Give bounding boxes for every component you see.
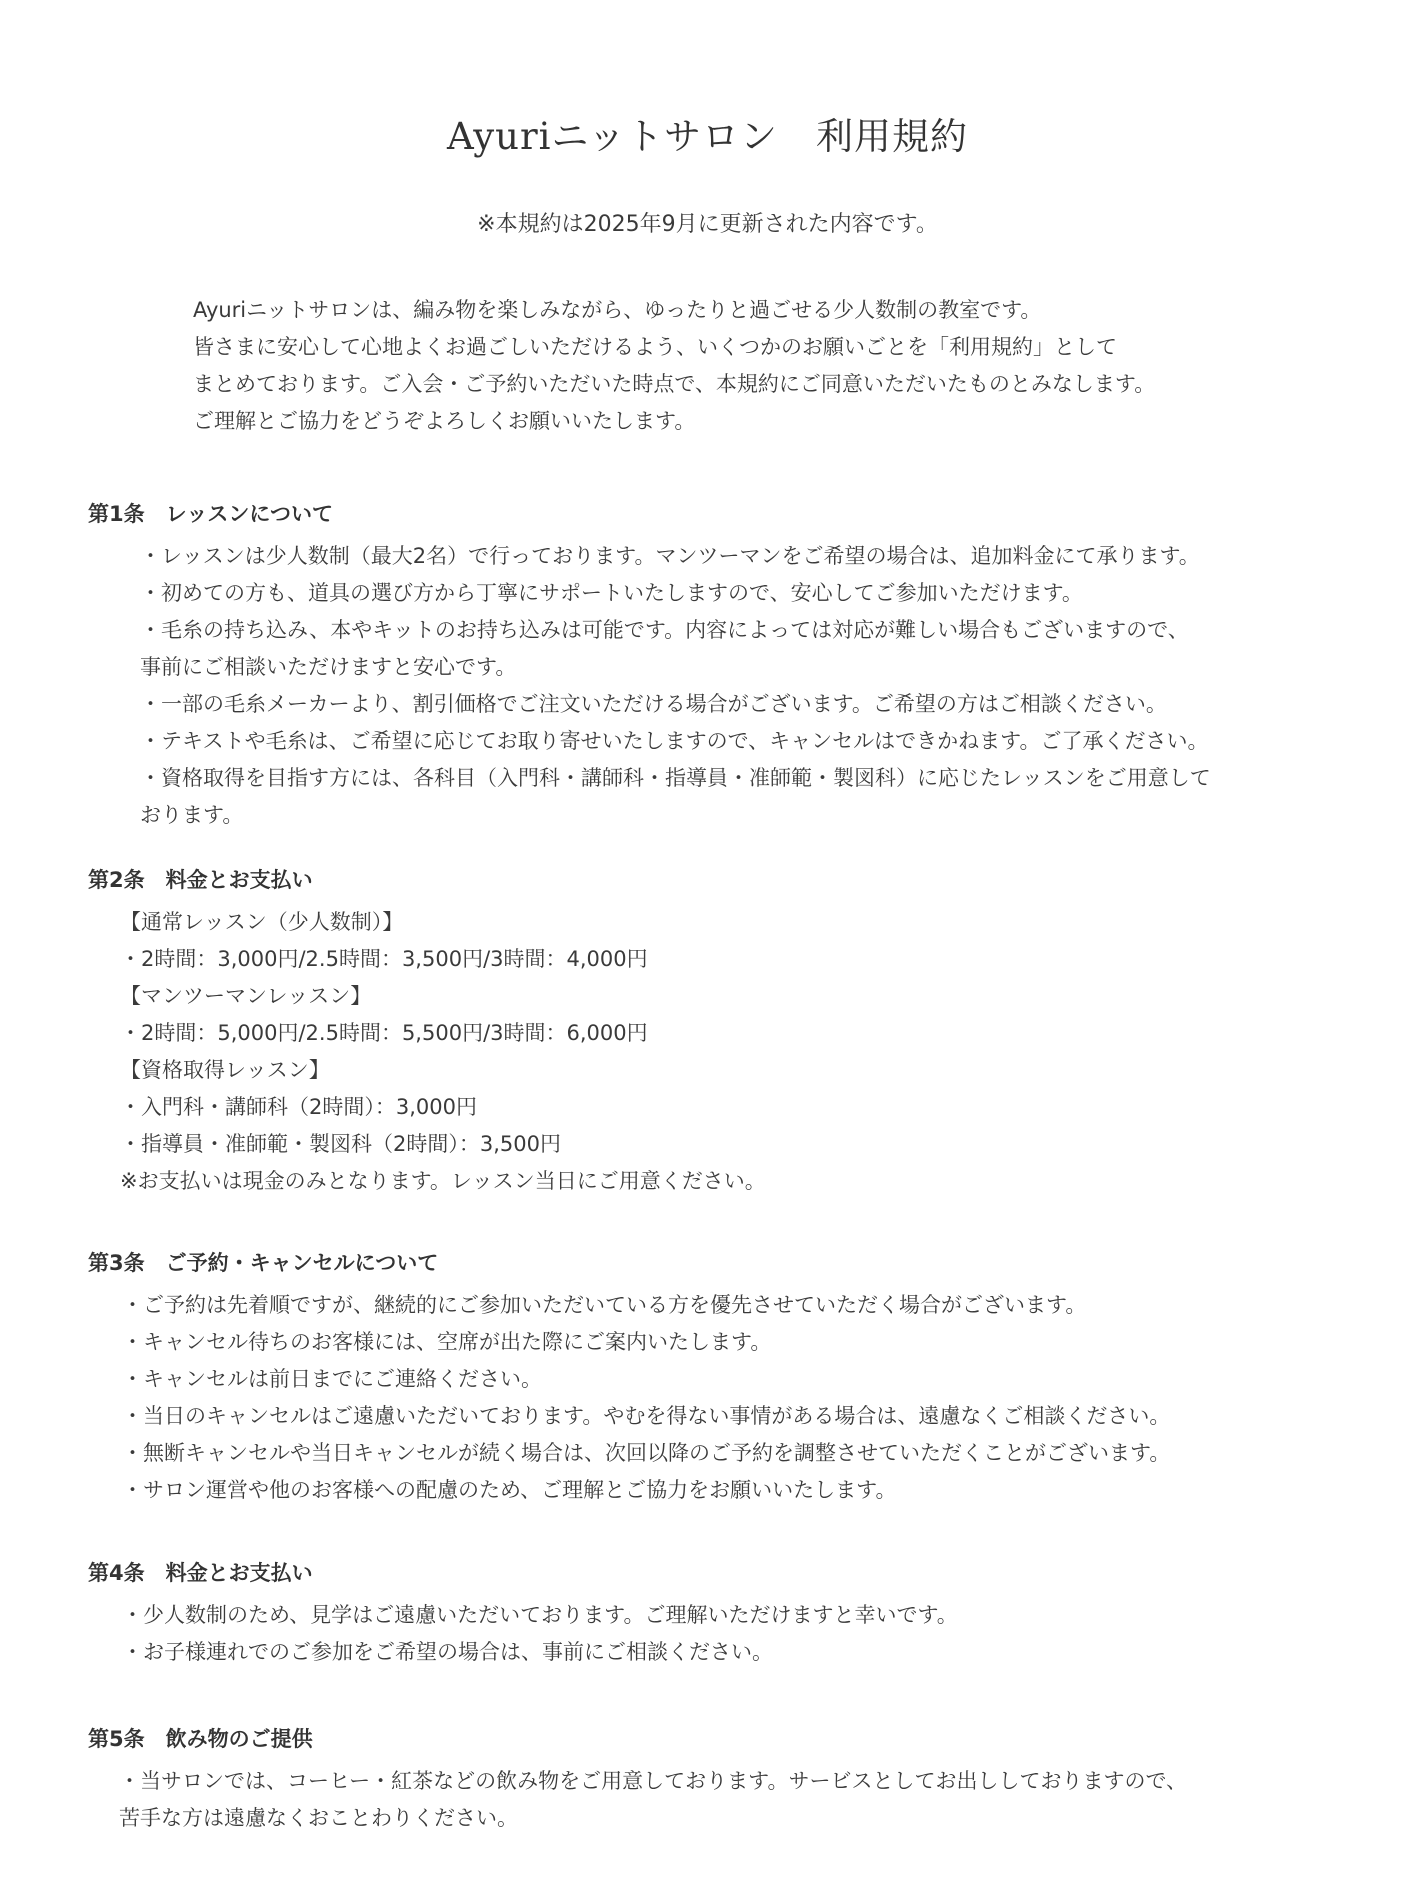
- article-line: ・当サロンでは、コーヒー・紅茶などの飲み物をご用意しております。サービスとしてお出ししておりますので、: [119, 1769, 1188, 1793]
- article-line: ・毛糸の持ち込み、本やキットのお持ち込みは可能です。内容によっては対応が難しい場合もございますので、: [140, 618, 1189, 642]
- intro-line: 皆さまに安心して心地よくお過ごしいただけるよう、いくつかのお願いごとを「利用規約」として: [193, 335, 1117, 359]
- article-line: ・初めての方も、道具の選び方から丁寧にサポートいたしますので、安心してご参加いただけます。: [140, 581, 1083, 605]
- intro-line: まとめております。ご入会・ご予約いただいた時点で、本規約にご同意いただいたものとみなします。: [193, 372, 1156, 396]
- article-line: ・資格取得を目指す方には、各科目（入門科・講師科・指導員・准師範・製図科）に応じたレッスンをご用意して: [140, 766, 1211, 790]
- article-body: [88, 1763, 1348, 1837]
- article-line: ・テキストや毛糸は、ご希望に応じてお取り寄せいたしますので、キャンセルはできかねます。ご了承ください。: [140, 729, 1209, 753]
- article-line: ・一部の毛糸メーカーより、割引価格でご注文いただける場合がございます。ご希望の方はご相談ください。: [140, 692, 1167, 716]
- article-line: 【マンツーマンレッスン】: [120, 984, 372, 1008]
- article-3-booking-cancellation: [88, 1247, 1348, 1509]
- article-line: ※お支払いは現金のみとなります。レッスン当日にご用意ください。: [120, 1169, 766, 1193]
- update-notice: ※本規約は2025年9月に更新された内容です。: [477, 212, 938, 237]
- article-4-fees: [88, 1557, 1348, 1671]
- article-line: ・キャンセル待ちのお客様には、空席が出た際にご案内いたします。: [122, 1330, 772, 1354]
- article-heading: 第2条 料金とお支払い: [88, 868, 313, 892]
- article-heading: 第5条 飲み物のご提供: [88, 1727, 313, 1751]
- article-heading: 第1条 レッスンについて: [88, 502, 333, 526]
- article-body: [88, 538, 1348, 834]
- article-5-drinks: [88, 1723, 1348, 1837]
- article-body: [88, 1597, 1348, 1671]
- article-line: ・サロン運営や他のお客様への配慮のため、ご理解とご協力をお願いいたします。: [122, 1478, 897, 1502]
- article-line: ・2時間：3,000円/2.5時間：3,500円/3時間：4,000円: [120, 947, 648, 971]
- article-line: 事前にご相談いただけますと安心です。: [140, 655, 517, 679]
- article-line: ・無断キャンセルや当日キャンセルが続く場合は、次回以降のご予約を調整させていただくことがございます。: [122, 1441, 1171, 1465]
- article-line: ・ご予約は先着順ですが、継続的にご参加いただいている方を優先させていただく場合がございます。: [122, 1293, 1087, 1317]
- article-line: ・お子様連れでのご参加をご希望の場合は、事前にご相談ください。: [122, 1640, 773, 1664]
- article-line: ・入門科・講師科（2時間）：3,000円: [120, 1095, 477, 1119]
- article-line: おります。: [140, 803, 244, 827]
- article-body: [88, 904, 1348, 1200]
- article-line: ・キャンセルは前日までにご連絡ください。: [122, 1367, 542, 1391]
- intro-line: ご理解とご協力をどうぞよろしくお願いいたします。: [193, 409, 696, 433]
- article-line: 苦手な方は遠慮なくおことわりください。: [119, 1806, 518, 1830]
- article-1-lessons: [88, 498, 1348, 834]
- article-line: 【資格取得レッスン】: [120, 1058, 330, 1082]
- article-body: [88, 1287, 1348, 1509]
- article-line: ・2時間：5,000円/2.5時間：5,500円/3時間：6,000円: [120, 1021, 648, 1045]
- article-heading: 第3条 ご予約・キャンセルについて: [88, 1251, 439, 1275]
- article-heading: 第4条 料金とお支払い: [88, 1561, 313, 1585]
- article-2-fees: [88, 864, 1348, 1200]
- intro-line: Ayuriニットサロンは、編み物を楽しみながら、ゆったりと過ごせる少人数制の教室です。: [193, 298, 1042, 322]
- article-line: ・少人数制のため、見学はご遠慮いただいております。ご理解いただけますと幸いです。: [122, 1603, 958, 1627]
- article-line: ・指導員・准師範・製図科（2時間）：3,500円: [120, 1132, 561, 1156]
- document-title: Ayuriニットサロン 利用規約: [447, 115, 968, 158]
- article-line: 【通常レッスン（少人数制）】: [120, 910, 404, 934]
- article-line: ・当日のキャンセルはご遠慮いただいております。やむを得ない事情がある場合は、遠慮なくご相談ください。: [122, 1404, 1171, 1428]
- article-line: ・レッスンは少人数制（最大2名）で行っております。マンツーマンをご希望の場合は、追加料金にて承ります。: [140, 544, 1200, 568]
- intro-paragraph: [193, 292, 1343, 440]
